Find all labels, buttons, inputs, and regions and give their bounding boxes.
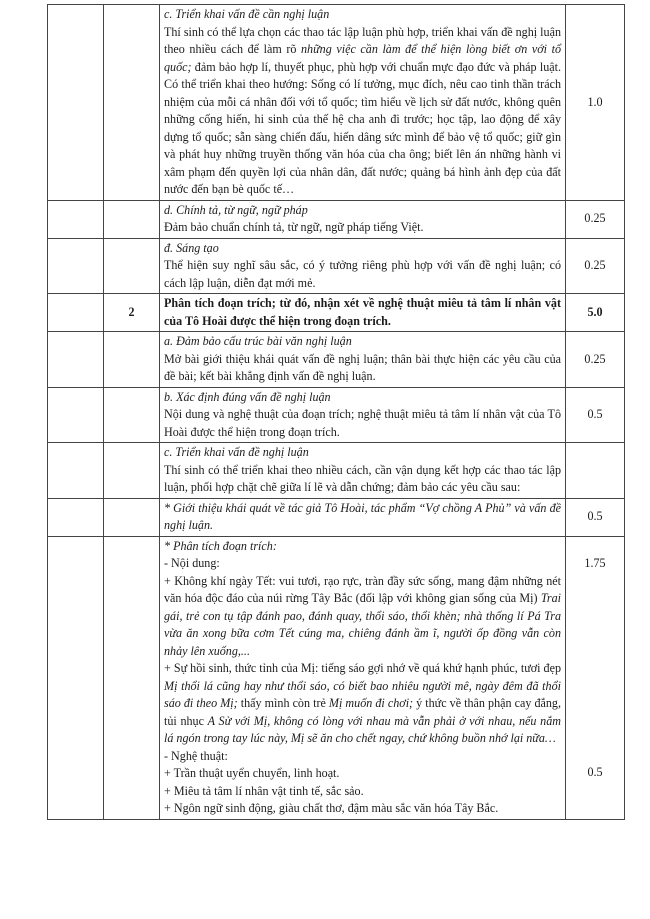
score-cell [566, 536, 625, 819]
criterion-cell [160, 238, 566, 294]
rubric-row-xac-dinh [48, 387, 625, 443]
criterion-cell [160, 5, 566, 201]
score-cell: 0.5 [566, 387, 625, 443]
criterion-heading: c. Triển khai vấn đề cần nghị luận [164, 7, 330, 21]
question-number: 2 [104, 294, 160, 332]
score-cell: 0.25 [566, 200, 625, 238]
criterion-text: Mở bài giới thiệu khái quát vấn đề nghị luận; thân bài thực hiện các yêu cầu của đề bài; kết bài khẳng định vấn đề nghị luận. [164, 351, 561, 383]
score-cell: 0.5 [566, 498, 625, 536]
content-label: - Nội dung: [164, 556, 220, 570]
rubric-row-c-trien-khai [48, 5, 625, 201]
criterion-text: Thí sinh có thể triển khai theo nhiều cách, cần vận dụng kết hợp các thao tác lập luận, phối hợp chặt chẽ giữa lí lẽ và dẫn chứng; đảm bảo các yêu cầu sau: [164, 462, 561, 494]
score-cell: 1.0 [566, 5, 625, 201]
criterion-heading: * Phân tích đoạn trích: [164, 538, 277, 553]
rubric-row-question-2 [48, 294, 625, 332]
content-point-tet: + Không khí ngày Tết: vui tươi, rạo rực, tràn đầy sức sống, mang đậm những nét văn hóa độc đáo của núi rừng Tây Bắc (đối lập với không gian sống của Mị) Trai gái, trẻ con tụ tập đánh pao, đánh quay, thổi sáo, thổi khèn; nhà thống lí Pá Tra vừa ăn xong bữa cơm Tết cúng ma, chiêng đánh ầm ĩ, người ốp đồng vẫn còn nhảy lên xuống,... [164, 573, 561, 658]
art-label: - Nghệ thuật: [164, 748, 228, 763]
criterion-text: Đảm bảo chuẩn chính tả, từ ngữ, ngữ pháp tiếng Việt. [164, 220, 424, 234]
question-score: 5.0 [566, 294, 625, 332]
criterion-heading: đ. Sáng tạo [164, 240, 219, 255]
score-content: 1.75 [584, 555, 606, 570]
content-point-hoi-sinh: + Sự hồi sinh, thức tỉnh của Mị: tiếng sáo gợi nhớ về quá khứ hạnh phúc, tươi đẹp Mị thổi lá cũng hay như thổi sáo, có biết bao nhiêu người mê, ngày đêm đã thổi sáo đi theo Mị; thấy mình còn trẻ Mị muốn đi chơi; ý thức về thân phận cay đắng, tủi nhục A Sử với Mị, không có lòng với nhau mà vẫn phải ở với nhau, nếu nắm lá ngón trong tay lúc này, Mị sẽ ăn cho chết ngay, chứ không buồn nhớ lại nữa… [164, 661, 561, 745]
rubric-row-chinh-ta [48, 200, 625, 238]
criterion-cell [160, 536, 566, 819]
criterion-heading: d. Chính tả, từ ngữ, ngữ pháp [164, 202, 308, 217]
question-text: Phân tích đoạn trích; từ đó, nhận xét về nghệ thuật miêu tả tâm lí nhân vật của Tô Hoài được thể hiện trong đoạn trích. [160, 294, 566, 332]
score-cell-empty [566, 443, 625, 499]
part-cell [104, 5, 160, 201]
criterion-cell [160, 443, 566, 499]
criterion-text: Nội dung và nghệ thuật của đoạn trích; nghệ thuật miêu tả tâm lí nhân vật của Tô Hoài được thể hiện trong đoạn trích. [164, 407, 561, 439]
rubric-row-gioi-thieu [48, 498, 625, 536]
criterion-cell [160, 200, 566, 238]
criterion-text: * Giới thiệu khái quát về tác giả Tô Hoài, tác phẩm “Vợ chồng A Phủ” và vấn đề nghị luận. [160, 498, 566, 536]
score-art: 0.5 [587, 765, 603, 779]
score-cell: 0.25 [566, 238, 625, 294]
grading-rubric-table [47, 4, 625, 820]
art-point: + Ngôn ngữ sinh động, giàu chất thơ, đậm màu sắc văn hóa Tây Bắc. [164, 801, 499, 815]
rubric-row-trien-khai-2 [48, 443, 625, 499]
criterion-text: Thể hiện suy nghĩ sâu sắc, có ý tưởng riêng phù hợp với vấn đề nghị luận; có cách lập luận, diễn đạt mới mẻ. [164, 258, 561, 290]
rubric-row-phan-tich [48, 536, 625, 819]
criterion-heading: c. Triển khai vấn đề nghị luận [164, 445, 309, 459]
criterion-cell [160, 332, 566, 388]
criterion-heading: b. Xác định đúng vấn đề nghị luận [164, 389, 331, 404]
criterion-heading: a. Đảm bảo cấu trúc bài văn nghị luận [164, 334, 352, 348]
art-point: + Trần thuật uyển chuyển, linh hoạt. [164, 766, 340, 780]
question-cell [48, 5, 104, 201]
art-point: + Miêu tả tâm lí nhân vật tinh tế, sắc sảo. [164, 783, 364, 798]
criterion-text: Thí sinh có thể lựa chọn các thao tác lập luận phù hợp, triển khai vấn đề nghị luận theo nhiều cách để làm rõ những việc cần làm để thể hiện lòng biết ơn với tổ quốc; đảm bảo hợp lí, thuyết phục, phù hợp với chuẩn mực đạo đức và pháp luật. Có thể triển khai theo hướng: Sống có lí tưởng, mục đích, nêu cao tinh thần trách nhiệm của mỗi cá nhân đối với tổ quốc; tìm hiểu về lịch sử đất nước, không quên những cống hiến, hi sinh của thế hệ cha anh đi trước; học tập, lao động để xây dựng tổ quốc; sẵn sàng chiến đấu, hiến dâng sức mình để bảo vệ tổ quốc; giữ gìn và phát huy những truyền thống văn hóa của cha ông; biết lên án những hành vi xâm phạm đến quyền lợi của nhân dân, đất nước; quảng bá hình ảnh đẹp của đất nước đến bạn bè quốc tế… [164, 24, 562, 196]
score-cell: 0.25 [566, 332, 625, 388]
rubric-row-sang-tao [48, 238, 625, 294]
rubric-row-cau-truc [48, 332, 625, 388]
criterion-cell [160, 387, 566, 443]
